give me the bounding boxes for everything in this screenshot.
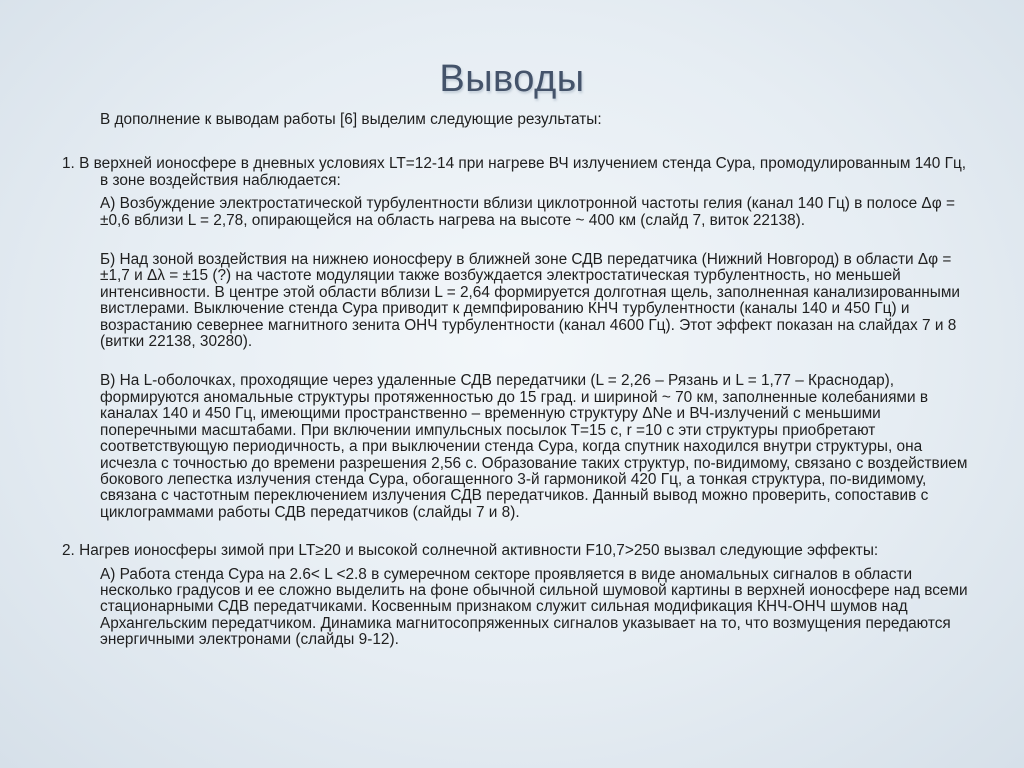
conclusion-1a: А) Возбуждение электростатической турбулентности вблизи циклотронной частоты гелия (канал 140 Гц) в полосе Δφ = ±0,6 вблизи L = 2,78, опирающейся на область нагрева на высоте ~ 400 км (слайд 7, виток 22138).	[100, 195, 955, 229]
conclusion-1c: В) На L-оболочках, проходящие через удаленные СДВ передатчики (L = 2,26 – Рязань и L = 1,77 – Краснодар), формируются аномальные структуры протяженностью до 15 град. и шириной ~ 70 км, заполненные колебаниями в каналах 140 и 450 Гц, имеющими пространственно – временную структуру ΔNe и ВЧ-излучений с меньшими поперечными масштабами. При включении импульсных посылок T=15 с, r =10 с эти структуры приобретают соответствующую периодичность, а при выключении стенда Сура, когда спутник находился внутри структуры, она исчезла с точностью до времени разрешения 2,56 с. Образование таких структур, по-видимому, связано с воздействием бокового лепестка излучения стенда Сура, обогащенного 3-й гармоникой 420 Гц, а тонкая структура, по-видимому, связана с частотным переключением излучения СДВ передатчиков. Данный вывод можно проверить, сопоставив с циклограммами работы СДВ передатчиков (слайды 7 и 8).	[100, 372, 968, 521]
conclusion-item-1: 1. В верхней ионосфере в дневных условиях LT=12-14 при нагреве ВЧ излучением стенда Сура, промодулированным 140 Гц, в зоне воздействия наблюдается:	[62, 155, 967, 189]
slide-title: Выводы	[439, 58, 585, 100]
conclusion-2a: А) Работа стенда Сура на 2.6< L <2.8 в сумеречном секторе проявляется в виде аномальных сигналов в области несколько градусов и ее сложно выделить на фоне обычной сильной шумовой картины в верхней ионосфере над всеми стационарными СДВ передатчиками. Косвенным признаком служит сильная модификация КНЧ-ОНЧ шумов над Архангельским передатчиком. Динамика магнитосопряженных сигналов указывает на то, что возмущения передаются энергичными электронами (слайды 9-12).	[100, 565, 968, 649]
conclusion-item-2: 2. Нагрев ионосферы зимой при LT≥20 и высокой солнечной активности F10,7>250 вызвал следующие эффекты:	[62, 542, 879, 560]
conclusion-1b: Б) Над зоной воздействия на нижнею ионосферу в ближней зоне СДВ передатчика (Нижний Новгород) в области Δφ = ±1,7 и Δλ = ±15 (?) на частоте модуляции также возбуждается электростатическая турбулентность, но меньшей интенсивности. В центре этой области вблизи L = 2,64 формируется долготная щель, заполненная канализированными вистлерами. Выключение стенда Сура приводит к демпфированию КНЧ турбулентности (каналы 140 и 450 Гц) и возрастанию севернее магнитного зенита ОНЧ турбулентности (канал 4600 Гц). Этот эффект показан на слайдах 7 и 8 (витки 22138, 30280).	[100, 251, 961, 351]
slide-content	[62, 112, 972, 649]
intro-paragraph: В дополнение к выводам работы [6] выделим следующие результаты:	[100, 111, 602, 128]
